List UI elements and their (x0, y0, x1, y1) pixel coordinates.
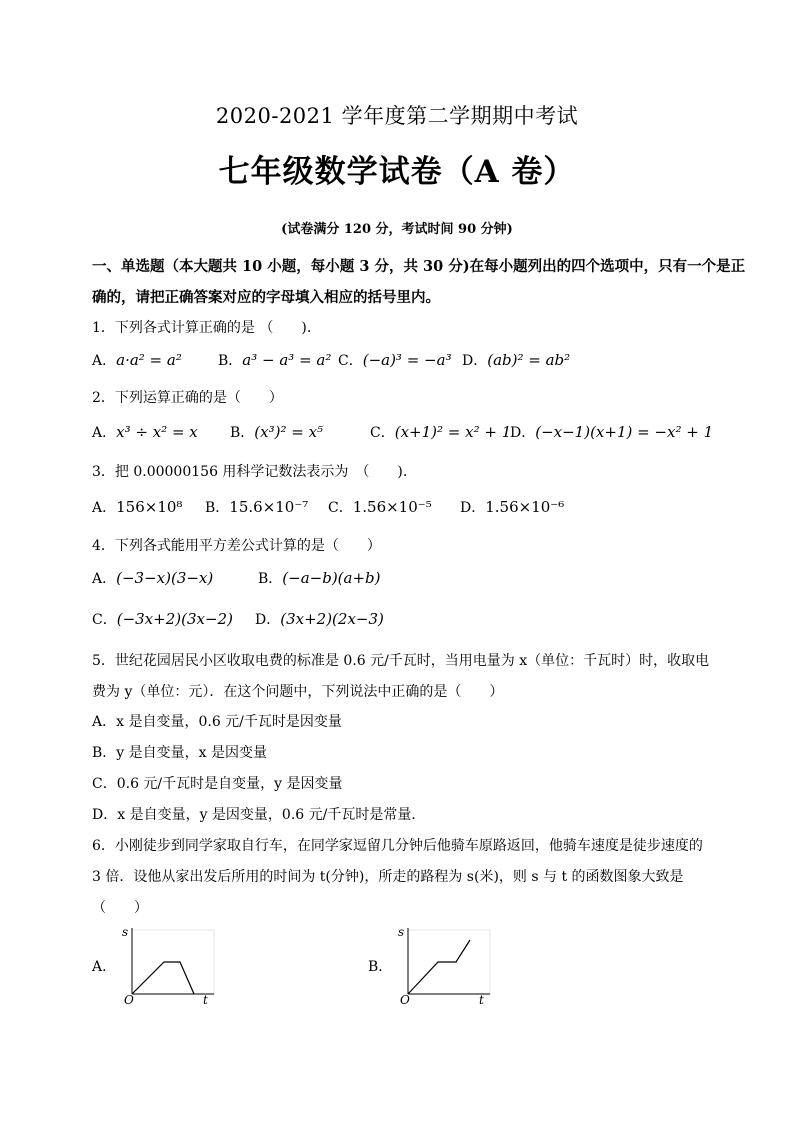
q2-option-a-math: x³ ÷ x² = x (116, 423, 198, 441)
graph-b-axis-x-label: t (479, 993, 484, 1004)
q3-option-a (92, 497, 182, 517)
q4-option-b-math: (−a−b)(a+b) (282, 569, 381, 587)
q3-option-c-label: C． (328, 500, 353, 516)
q5-stem-line2: 费为 y（单位：元）．在这个问题中，下列说法中正确的是（ ） (92, 684, 504, 700)
graph-a-curve (132, 962, 194, 994)
q4-option-a-math: (−3−x)(3−x) (116, 569, 214, 587)
q5-stem-line1: 5．世纪花园居民小区收取电费的标准是 0.6 元/千瓦时，当用电量为 x（单位：千瓦时）时，收取电 (92, 653, 710, 669)
q1-option-c-label: C． (338, 353, 363, 369)
q5-option-a: A．x 是自变量，0.6 元/千瓦时是因变量 (92, 714, 342, 730)
section-heading-line2: 确的，请把正确答案对应的字母填入相应的括号里内。 (92, 289, 440, 306)
q3-option-b-math: 15.6×10⁻⁷ (229, 498, 309, 516)
q6-option-a-label: A． (92, 959, 117, 975)
q3-option-d-label: D． (460, 500, 486, 516)
q1-option-b (218, 350, 331, 370)
q2-option-b (230, 422, 323, 442)
q3-option-b-label: B． (205, 500, 230, 516)
graph-a-axis-y-label: s (122, 925, 129, 939)
graph-a-axis-x-label: t (203, 993, 208, 1004)
q3-option-a-label: A． (92, 500, 117, 516)
graph-b-axis-y-label: s (398, 925, 405, 939)
q2-option-b-label: B． (230, 425, 255, 441)
q6-option-a-graph (118, 922, 218, 1004)
q1-option-b-math: a³ − a³ = a² (242, 351, 332, 369)
q2-option-d-math: (−x−1)(x+1) = −x² + 1 (535, 423, 714, 441)
q2-option-c-math: (x+1)² = x² + 1 (394, 423, 512, 441)
q1-option-a-math: a·a² = a² (116, 351, 182, 369)
q2-option-b-math: (x³)² = x⁵ (254, 423, 324, 441)
q3-option-c (328, 497, 432, 517)
q6-stem-line2: 3 倍．设他从家出发后所用的时间为 t(分钟)，所走的路程为 s(米)，则 s 与 t 的函数图象大致是 (92, 869, 684, 885)
exam-note: (试卷满分 120 分，考试时间 90 分钟) (281, 222, 513, 237)
q1-option-d (462, 350, 570, 370)
graph-b-curve (408, 940, 470, 994)
q4-option-c-math: (−3x+2)(3x−2) (116, 610, 233, 628)
q4-option-c (92, 609, 233, 629)
q2-option-c (370, 422, 511, 442)
q4-option-a (92, 568, 213, 588)
q4-option-b (258, 568, 381, 588)
q4-option-a-label: A． (92, 571, 117, 587)
q5-option-b: B．y 是自变量，x 是因变量 (92, 745, 267, 761)
q4-option-d (255, 609, 384, 629)
q3-option-a-math: 156×10⁸ (116, 498, 183, 516)
q6-option-b-graph (394, 922, 494, 1004)
q1-option-d-label: D． (462, 353, 488, 369)
q6-option-b-label: B． (368, 959, 393, 975)
q2-stem: 2．下列运算正确的是（ ） (92, 390, 283, 406)
q5-option-c: C．0.6 元/千瓦时是自变量，y 是因变量 (92, 776, 343, 792)
q1-option-a (92, 350, 182, 370)
q2-option-a (92, 422, 198, 442)
q4-option-d-label: D． (255, 612, 281, 628)
q6-stem-line1: 6．小刚徒步到同学家取自行车，在同学家逗留几分钟后他骑车原路返回，他骑车速度是徒步速度的 (92, 838, 703, 854)
q4-option-d-math: (3x+2)(2x−3) (280, 610, 384, 628)
q3-option-b (205, 497, 308, 517)
q2-option-d-label: D． (510, 425, 536, 441)
q4-stem: 4．下列各式能用平方差公式计算的是（ ） (92, 538, 381, 554)
graph-b-origin-label: O (400, 993, 410, 1004)
q3-option-d-math: 1.56×10⁻⁶ (485, 498, 565, 516)
exam-subtitle: 七年级数学试卷（A 卷） (218, 154, 576, 190)
q2-option-d (510, 422, 713, 442)
q4-option-b-label: B． (258, 571, 283, 587)
q3-option-c-math: 1.56×10⁻⁵ (352, 498, 432, 516)
q3-option-d (460, 497, 564, 517)
q4-option-c-label: C． (92, 612, 117, 628)
q1-option-d-math: (ab)² = ab² (487, 351, 571, 369)
q1-option-c (338, 350, 452, 370)
q1-option-a-label: A． (92, 353, 117, 369)
q1-option-b-label: B． (218, 353, 243, 369)
q1-stem: 1．下列各式计算正确的是 （ ). (92, 320, 312, 336)
q1-option-c-math: (−a)³ = −a³ (362, 351, 452, 369)
exam-title: 2020-2021 学年度第二学期期中考试 (215, 104, 579, 128)
q3-stem: 3．把 0.00000156 用科学记数法表示为 （ ). (92, 464, 408, 480)
q5-option-d: D．x 是自变量，y 是因变量，0.6 元/千瓦时是常量． (92, 807, 426, 823)
section-heading-line1: 一、单选题（本大题共 10 小题，每小题 3 分，共 30 分)在每小题列出的四个选项中，只有一个是正 (92, 258, 746, 275)
q2-option-c-label: C． (370, 425, 395, 441)
graph-a-origin-label: O (124, 993, 134, 1004)
q2-option-a-label: A． (92, 425, 117, 441)
q6-stem-line3: （ ） (92, 900, 148, 916)
